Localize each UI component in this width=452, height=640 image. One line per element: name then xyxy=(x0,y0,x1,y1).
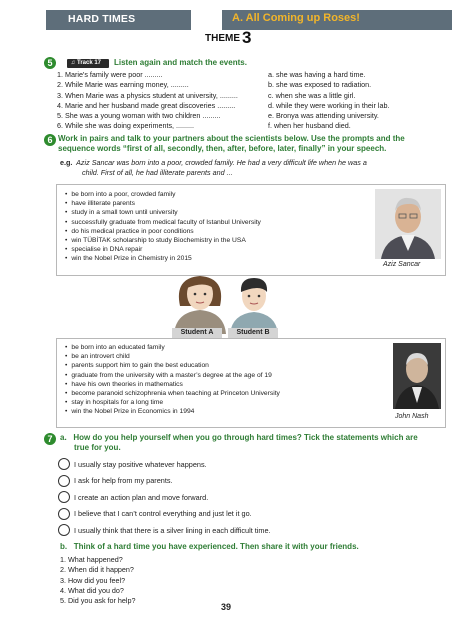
list-item: • study in a small town until university xyxy=(65,208,355,217)
lesson-title: A. All Coming up Roses! xyxy=(232,12,360,24)
list-item: 2. When did it happen? xyxy=(60,565,134,575)
theme-number: 3 xyxy=(242,28,252,47)
track-badge[interactable]: ♫ Track 17 xyxy=(67,59,109,68)
list-item: • specialise in DNA repair xyxy=(65,245,355,254)
list-item: I usually think that there is a silver lining in each difficult time. xyxy=(58,522,438,539)
exercise-7-number: 7 xyxy=(44,433,56,445)
list-item: f. when her husband died. xyxy=(268,121,351,131)
list-item: • graduate from the university with a master’s degree at the age of 19 xyxy=(65,371,385,380)
section-title: HARD TIMES xyxy=(68,13,136,25)
list-item: • win the Nobel Prize in Chemistry in 2015 xyxy=(65,254,355,263)
list-item: • be born into an educated family xyxy=(65,343,385,352)
list-item: e. Bronya was attending university. xyxy=(268,111,379,121)
statement-list xyxy=(58,456,438,539)
header-left-bar xyxy=(46,10,191,30)
john-nash-box xyxy=(56,338,446,428)
list-item: • win the Nobel Prize in Economics in 1994 xyxy=(65,407,385,416)
list-item: c. when she was a little girl. xyxy=(268,90,356,100)
list-item: 4. What did you do? xyxy=(60,585,124,595)
list-item: 3. When Marie was a physics student at university, ......... xyxy=(57,90,238,100)
students-illustration xyxy=(160,268,290,336)
list-item: • have illiterate parents xyxy=(65,199,355,208)
page-number: 39 xyxy=(220,602,231,612)
john-nash-photo xyxy=(393,343,441,409)
exercise-6-number: 6 xyxy=(44,134,56,146)
aziz-sancar-caption: Aziz Sancar xyxy=(383,261,421,268)
list-item: b. she was exposed to radiation. xyxy=(268,80,372,90)
tick-circle[interactable] xyxy=(58,508,70,520)
list-item: • parents support him to gain the best education xyxy=(65,361,385,370)
list-item: • be an introvert child xyxy=(65,352,385,361)
list-item: 1. Marie's family were poor ......... xyxy=(57,70,163,79)
list-item: • stay in hospitals for a long time xyxy=(65,398,385,407)
aziz-sancar-box xyxy=(56,184,446,276)
aziz-sancar-photo xyxy=(375,189,441,259)
exercise-5-left-column xyxy=(57,70,267,132)
list-item: • be born into a poor, crowded family xyxy=(65,190,355,199)
tick-circle[interactable] xyxy=(58,458,70,470)
list-item: • successfully graduate from medical faculty of Istanbul University xyxy=(65,218,355,227)
question-list xyxy=(60,555,260,606)
exercise-7a-title: a. How do you help yourself when you go through hard times? Tick the statements which are true for you. xyxy=(60,433,418,452)
list-item: d. while they were working in their lab. xyxy=(268,100,390,110)
list-item: 5. She was a young woman with two children ......... xyxy=(57,111,221,121)
header-right-bar xyxy=(222,10,452,30)
list-item: I usually stay positive whatever happens. xyxy=(58,456,438,473)
list-item: 1. What happened? xyxy=(60,555,123,564)
list-item: • have his own theories in mathematics xyxy=(65,380,385,389)
list-item: 6. While she was doing experiments, ......... xyxy=(57,121,195,131)
list-item: • do his medical practice in poor conditions xyxy=(65,227,355,236)
john-nash-caption: John Nash xyxy=(395,413,429,420)
exercise-5-right-column xyxy=(268,70,448,132)
headphones-icon: ♫ xyxy=(70,60,76,66)
aziz-prompt-list xyxy=(65,190,355,264)
tick-circle[interactable] xyxy=(58,524,70,536)
exercise-5-title: Listen again and match the events. xyxy=(114,58,247,67)
list-item: • become paranoid schizophrenia when teaching at Princeton University xyxy=(65,389,385,398)
list-item: 3. How did you feel? xyxy=(60,575,126,585)
list-item: 4. Marie and her husband made great discoveries ......... xyxy=(57,100,236,110)
exercise-6-title: Work in pairs and talk to your partners about the scientists below. Use the prompts and the sequence words “first of all, secondly, then, after, before, later, finally” in your speech. xyxy=(58,134,405,153)
list-item: I believe that I can’t control everything and just let it go. xyxy=(58,506,438,523)
theme-label: THEME 3 xyxy=(205,28,252,47)
list-item: I create an action plan and move forward. xyxy=(58,489,438,506)
student-b-label: Student B xyxy=(228,328,278,338)
student-a-label: Student A xyxy=(172,328,222,338)
list-item: • win TÜBİTAK scholarship to study Biochemistry in the USA xyxy=(65,236,355,245)
exercise-5-number: 5 xyxy=(44,57,56,69)
example-text: e.g. Aziz Sancar was born into a poor, crowded family. He had a very difficult life when he was a child. First of all, he had illiterate parents and ... xyxy=(60,158,367,177)
nash-prompt-list xyxy=(65,343,385,417)
list-item: 5. Did you ask for help? xyxy=(60,596,136,606)
list-item: I ask for help from my parents. xyxy=(58,473,438,490)
list-item: 2. While Marie was earning money, ......... xyxy=(57,80,189,90)
tick-circle[interactable] xyxy=(58,491,70,503)
exercise-7b-title: b. Think of a hard time you have experienced. Then share it with your friends. xyxy=(60,542,359,551)
list-item: a. she was having a hard time. xyxy=(268,70,366,79)
tick-circle[interactable] xyxy=(58,475,70,487)
